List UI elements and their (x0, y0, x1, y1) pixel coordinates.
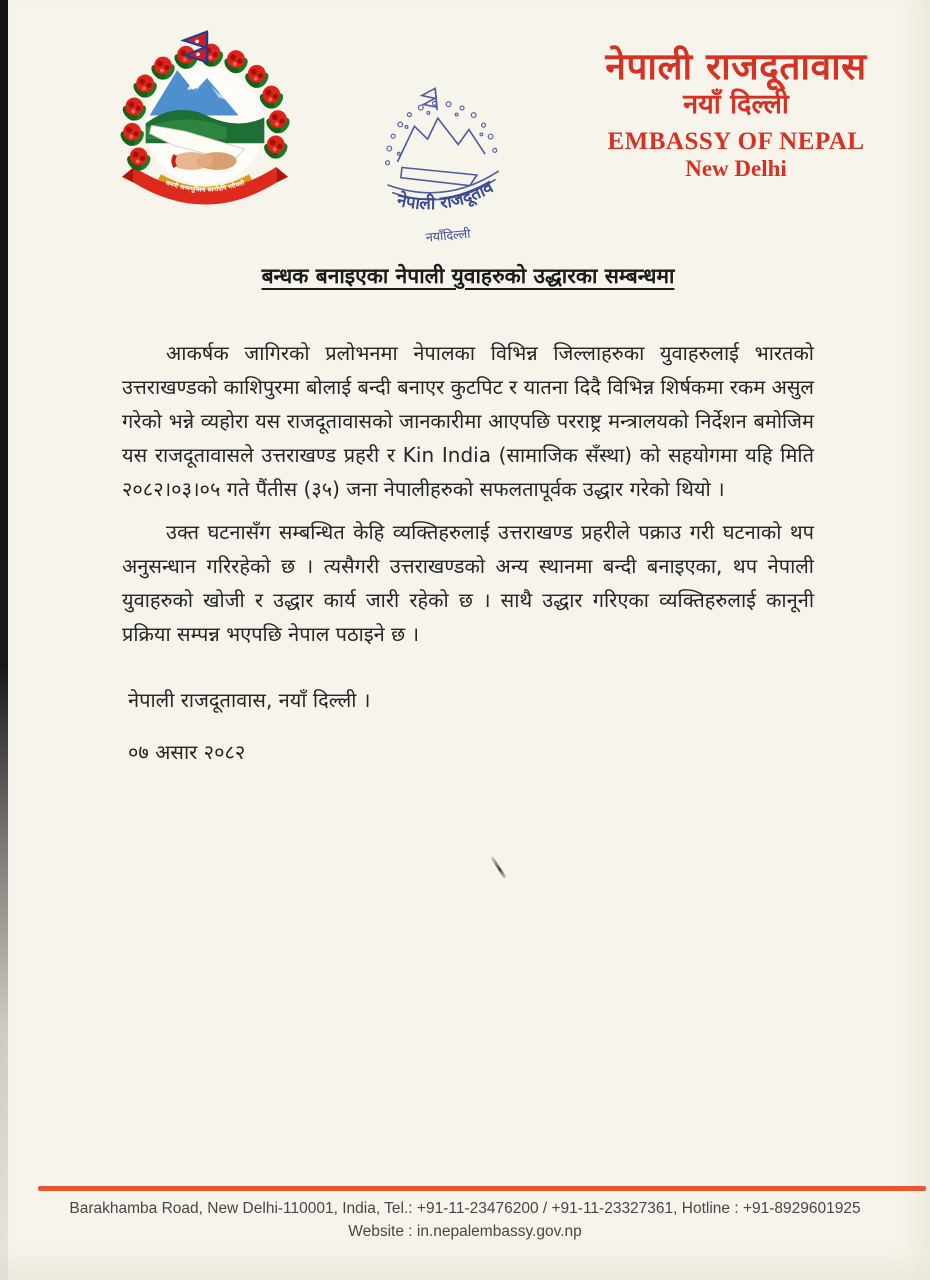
footer-address-line: Barakhamba Road, New Delhi-110001, India, Tel.: +91-11-23476200 / +91-11-23327361, Hotline : +91-8929601925 (69, 1200, 861, 1217)
date-line: ०७ असार २०८२ (128, 740, 246, 764)
handshake-icon (168, 152, 236, 170)
subject-line: बन्धक बनाइएका नेपाली युवाहरुको उद्धारका सम्बन्धमा (261, 264, 675, 288)
emblem-motto-text: जननी जन्मभूमिश्च स्वर्गादपि गरीयसी (164, 179, 246, 194)
scan-edge-shadow (0, 0, 8, 1280)
body-paragraph-2: उक्त घटनासँग सम्बन्धित केहि व्यक्तिहरुलाई उत्तराखण्ड प्रहरीले पक्राउ गरी घटनाको थप अनुसन्धान गरिरहेको छ । त्यसैगरी उत्तराखण्डको अन्य स्थानमा बन्दी बनाइएका, थप नेपाली युवाहरुको खोजी र उद्धार कार्य जारी रहेको छ । साथै उद्धार गरिएका व्यक्तिहरुलाई कानूनी प्रक्रिया सम्पन्न भएपछि नेपाल पठाइने छ । (122, 520, 814, 646)
body-paragraph-1: आकर्षक जागिरको प्रलोभनमा नेपालका विभिन्न जिल्लाहरुका युवाहरुलाई भारतको उत्तराखण्डको काशिपुरमा बोलाई बन्दी बनाएर कुटपिट र यातना दिदै विभिन्न शिर्षकमा रकम असुल गरेको भन्ने व्यहोरा यस राजदूतावासको जानकारीमा आएपछि परराष्ट्र मन्त्रालयको निर्देशन बमोजिम यस राजदूतावासले उत्तराखण्ड प्रहरी र Kin India (सामाजिक सँस्था) को सहयोगमा यहि मिति २०८२।०३।०५ गते पैंतीस (३५) जना नेपालीहरुको सफलतापूर्वक उद्धार गरेको थियो । (122, 341, 814, 501)
stamp-city-text: नयाँदिल्ली (425, 225, 471, 245)
embassy-name-english: EMBASSY OF NEPAL (607, 127, 865, 155)
embassy-name-nepali: नेपाली राजदूतावास (605, 45, 867, 88)
nepal-coat-of-arms-emblem (116, 28, 294, 212)
stamp-title-text: नेपाली राजदूताव (395, 177, 497, 215)
stamp-wreath (381, 96, 498, 165)
signoff-line: नेपाली राजदूतावास, नयाँ दिल्ली । (128, 688, 371, 712)
footer-contact-block (0, 1197, 930, 1243)
footer-website-line: Website : in.nepalembassy.gov.np (348, 1223, 582, 1240)
letter-body (122, 336, 814, 660)
embassy-city-english: New Delhi (685, 155, 787, 181)
letterhead-masthead (552, 46, 920, 181)
embassy-city-nepali: नयाँ दिल्ली (683, 89, 789, 121)
embassy-seal-stamp (351, 73, 533, 259)
pen-scratch-mark (490, 856, 506, 879)
footer-divider-rule (38, 1186, 926, 1191)
stamp-mountains-icon (394, 114, 485, 162)
